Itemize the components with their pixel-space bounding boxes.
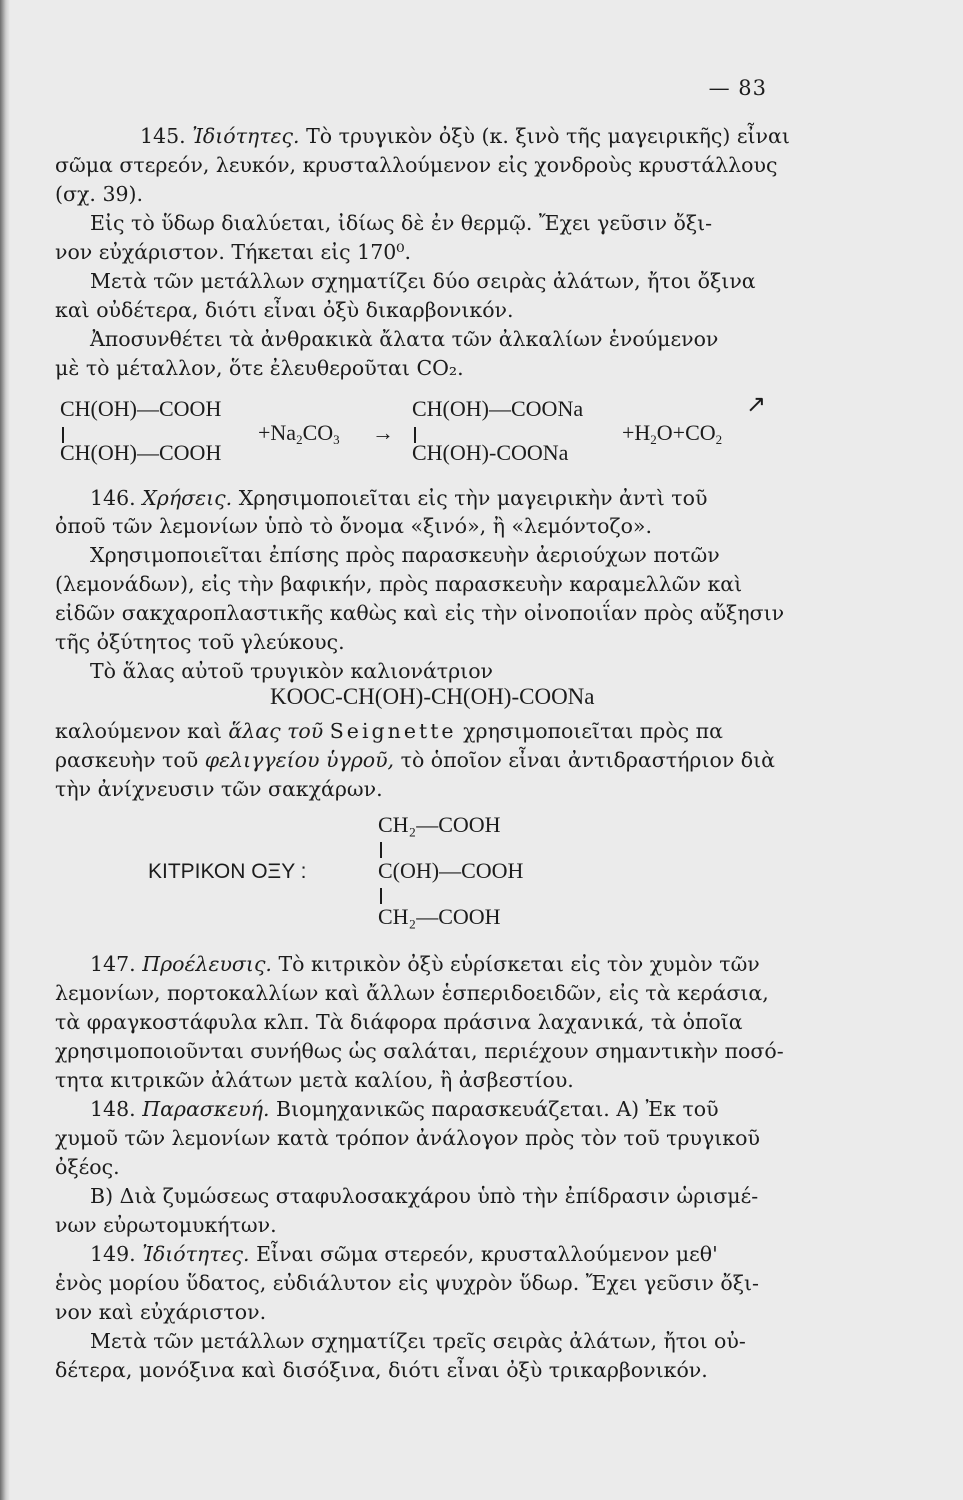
s147-line-2: λεμονίων, πορτοκαλλίων καὶ ἄλλων ἑσπεριδοειδῶν, εἰς τὰ κεράσια,	[55, 981, 769, 1005]
s146-line-4: (λεμονάδων), εἰς τὴν βαφικήν, πρὸς παρασκευὴν καραμελλῶν καὶ	[55, 572, 743, 596]
reactant-bottom: CH(OH)—COOH	[60, 440, 222, 465]
salt-formula: KOOC-CH(OH)-CH(OH)-COONa	[270, 684, 595, 709]
reagent: $+Na_2CO_3$	[258, 420, 340, 447]
formula-line-2: C(OH)—COOH	[378, 858, 524, 883]
s147-line-3: τὰ φραγκοστάφυλα κλπ. Τὰ διάφορα πράσινα λαχανικά, τὰ ὁποῖα	[55, 1010, 743, 1034]
s146-line-3: Χρησιμοποιεῖται ἐπίσης πρὸς παρασκευὴν ἀεριούχων ποτῶν	[90, 543, 720, 567]
section-title: Χρήσεις.	[142, 486, 233, 510]
s148-line-2: χυμοῦ τῶν λεμονίων κατὰ τρόπον ἀνάλογον πρὸς τὸν τοῦ τρυγικοῦ	[55, 1126, 760, 1150]
formula-line-1: CH₂—COOH	[378, 812, 501, 837]
s145-line-6: Μετὰ τῶν μετάλλων σχηματίζει δύο σειρὰς ἀλάτων, ἤτοι ὄξινα	[90, 269, 756, 293]
reactant-top: CH(OH)—COOH	[60, 396, 222, 421]
byproducts: $+H_2O+CO_2$	[622, 420, 723, 447]
section-number: 146.	[90, 486, 136, 510]
s145-line-3: (σχ. 39).	[55, 182, 144, 206]
s145-line-2: σῶμα στερεόν, λευκόν, κρυσταλλούμενον εἰς χονδροὺς κρυστάλλους	[55, 153, 778, 177]
s148-line-4: Β) Διὰ ζυμώσεως σταφυλοσακχάρου ὑπὸ τὴν ἐπίδρασιν ὡρισμέ-	[90, 1184, 759, 1208]
s145-line-5: νον εὐχάριστον. Τήκεται εἰς 170⁰.	[55, 240, 412, 264]
product-top: CH(OH)—COONa	[412, 396, 584, 421]
s146-line-8: καλούμενον καὶ ἅλας τοῦ Seignette χρησιμοποιεῖται πρὸς πα	[55, 719, 723, 743]
s145-line-4: Εἰς τὸ ὕδωρ διαλύεται, ἰδίως δὲ ἐν θερμῷ. Ἔχει γεῦσιν ὄξι-	[90, 211, 713, 235]
s146-line-2: ὀποῦ τῶν λεμονίων ὑπὸ τὸ ὄνομα «ξινό», ἢ «λεμόντοζο».	[55, 514, 652, 538]
s145-line-1: 145. Ἰδιότητες. Τὸ τρυγικὸν ὀξὺ (κ. ξινὸ τῆς μαγειρικῆς) εἶναι	[140, 124, 790, 148]
section-title: Ἰδιότητες.	[142, 1242, 250, 1266]
gas-release-arrow-icon: ↗	[746, 392, 767, 418]
s147-line-1: 147. Προέλευσις. Τὸ κιτρικὸν ὀξὺ εὑρίσκεται εἰς τὸν χυμὸν τῶν	[90, 952, 760, 976]
s149-line-3: νον καὶ εὐχάριστον.	[55, 1300, 267, 1324]
s147-line-5: τητα κιτρικῶν ἀλάτων μετὰ καλίου, ἢ ἀσβεστίου.	[55, 1068, 574, 1092]
s147-line-4: χρησιμοποιοῦνται συνήθως ὡς σαλάται, περιέχουν σημαντικὴν ποσό-	[55, 1039, 784, 1063]
s148-line-3: ὀξέος.	[55, 1155, 120, 1179]
s146-line-1: 146. Χρήσεις. Χρησιμοποιεῖται εἰς τὴν μαγειρικὴν ἀντὶ τοῦ	[90, 486, 708, 510]
s146-line-6: τῆς ὀξύτητος τοῦ γλεύκους.	[55, 630, 345, 654]
s146-line-10: τὴν ἀνίχνευσιν τῶν σακχάρων.	[55, 777, 383, 801]
s146-line-9: ρασκευὴν τοῦ φελιγγείου ὑγροῦ, τὸ ὁποῖον εἶναι ἀντιδραστήριον διὰ	[55, 748, 776, 772]
section-number: 147.	[90, 952, 136, 976]
s149-line-2: ἑνὸς μορίου ὕδατος, εὐδιάλυτον εἰς ψυχρὸν ὕδωρ. Ἔχει γεῦσιν ὄξι-	[55, 1271, 759, 1295]
section-number: 149.	[90, 1242, 136, 1266]
formula-line-3: CH₂—COOH	[378, 904, 501, 929]
product-bottom: CH(OH)-COONa	[412, 440, 569, 465]
s149-line-1: 149. Ἰδιότητες. Εἶναι σῶμα στερεόν, κρυσταλλούμενον μεθ'	[90, 1242, 718, 1266]
reaction-arrow: →	[372, 420, 394, 445]
section-number: 148.	[90, 1097, 136, 1121]
formula-label: ΚΙΤΡΙΚΟΝ ΟΞΥ :	[148, 860, 307, 883]
s146-line-7: Τὸ ἅλας αὐτοῦ τρυγικὸν καλιονάτριον	[90, 659, 494, 683]
s148-line-1: 148. Παρασκευή. Βιομηχανικῶς παρασκευάζεται. Α) Ἐκ τοῦ	[90, 1097, 719, 1121]
s145-line-7: καὶ οὐδέτερα, διότι εἶναι ὀξὺ δικαρβονικόν.	[55, 298, 514, 322]
s149-line-4: Μετὰ τῶν μετάλλων σχηματίζει τρεῖς σειρὰς ἀλάτων, ἤτοι οὐ-	[90, 1329, 746, 1353]
s149-line-5: δέτερα, μονόξινα καὶ δισόξινα, διότι εἶναι ὀξὺ τρικαρβονικόν.	[55, 1358, 708, 1382]
section-title: Προέλευσις.	[142, 952, 272, 976]
s145-line-8: Ἀποσυνθέτει τὰ ἀνθρακικὰ ἄλατα τῶν ἀλκαλίων ἑνούμενον	[90, 327, 719, 351]
page-number: — 83	[708, 76, 767, 100]
bond-line	[380, 842, 382, 858]
section-number: 145.	[140, 124, 186, 148]
section-title: Ἰδιότητες.	[192, 124, 300, 148]
bond-line	[380, 888, 382, 904]
s148-line-5: νων εὐρωτομυκήτων.	[55, 1213, 277, 1237]
section-title: Παρασκευή.	[142, 1097, 270, 1121]
s146-line-5: εἰδῶν σακχαροπλαστικῆς καθὼς καὶ εἰς τὴν οἰνοποιΐαν πρὸς αὔξησιν	[55, 601, 785, 625]
page-binding-shadow	[0, 0, 10, 1500]
s145-line-9: μὲ τὸ μέταλλον, ὅτε ἐλευθεροῦται CO₂.	[55, 356, 464, 380]
